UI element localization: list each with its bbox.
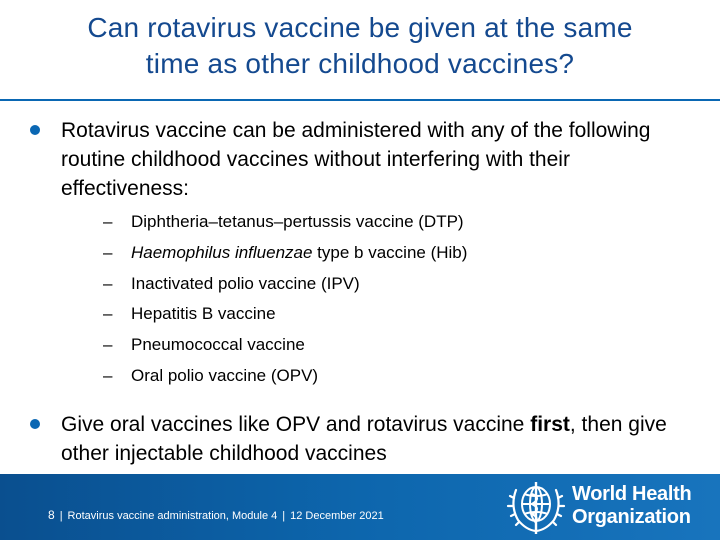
dash-icon: –	[103, 304, 113, 324]
vaccine-list-item	[103, 269, 467, 300]
vaccine-list-item	[103, 330, 467, 361]
dash-icon: –	[103, 335, 113, 355]
bullet-2-text	[61, 410, 680, 468]
bullet-2-text-end: , then give other injectable childhood vaccines	[61, 413, 667, 465]
wordmark-line-2: Organization	[572, 506, 691, 528]
dash-icon: –	[103, 212, 113, 231]
title-divider	[0, 99, 720, 101]
vaccine-text: type b vaccine (Hib)	[312, 242, 468, 262]
slide-title	[20, 10, 700, 82]
dash-icon: –	[103, 242, 113, 262]
bullet-1-text: Rotavirus vaccine can be administered with any of the following routine childhood vaccines without interfering with their effectiveness:	[61, 119, 651, 200]
footer-separator: |	[59, 510, 63, 522]
footer-band	[0, 474, 720, 540]
dash-icon: –	[103, 365, 113, 385]
bullet-point-1	[30, 116, 680, 203]
vaccine-text: Oral polio vaccine (OPV)	[131, 365, 319, 385]
vaccine-text: Hepatitis B vaccine	[131, 304, 276, 324]
vaccine-list-item	[103, 299, 467, 330]
vaccine-list-item	[103, 207, 467, 238]
vaccine-list-item	[103, 361, 467, 392]
page-number: 8	[48, 508, 55, 522]
footer-date: 12 December 2021	[290, 510, 384, 522]
footer-separator: |	[282, 510, 286, 522]
bullet-2-emphasis: first	[530, 413, 570, 436]
title-line-2: time as other childhood vaccines?	[145, 48, 575, 79]
vaccine-list-item	[103, 238, 467, 269]
bullet-icon	[30, 419, 40, 429]
who-emblem-icon	[506, 478, 566, 536]
dash-icon: –	[103, 273, 113, 293]
vaccine-text: Diphtheria–tetanus–pertussis vaccine (DTP)	[131, 212, 464, 231]
vaccine-text: Pneumococcal vaccine	[131, 335, 305, 355]
bullet-point-2	[30, 410, 680, 468]
bullet-icon	[30, 125, 40, 135]
wordmark-line-1: World Health	[572, 483, 692, 505]
module-name: Rotavirus vaccine administration, Module 4	[67, 510, 278, 522]
vaccine-italic-text: Haemophilus influenzae	[131, 242, 313, 262]
vaccine-text: Inactivated polio vaccine (IPV)	[131, 273, 360, 293]
bullet-2-text-start: Give oral vaccines like OPV and rotavirus vaccine	[61, 413, 531, 436]
organization-wordmark	[572, 483, 691, 529]
vaccine-list	[103, 207, 467, 392]
footer-caption	[48, 508, 384, 522]
title-line-1: Can rotavirus vaccine be given at the same	[87, 12, 633, 43]
